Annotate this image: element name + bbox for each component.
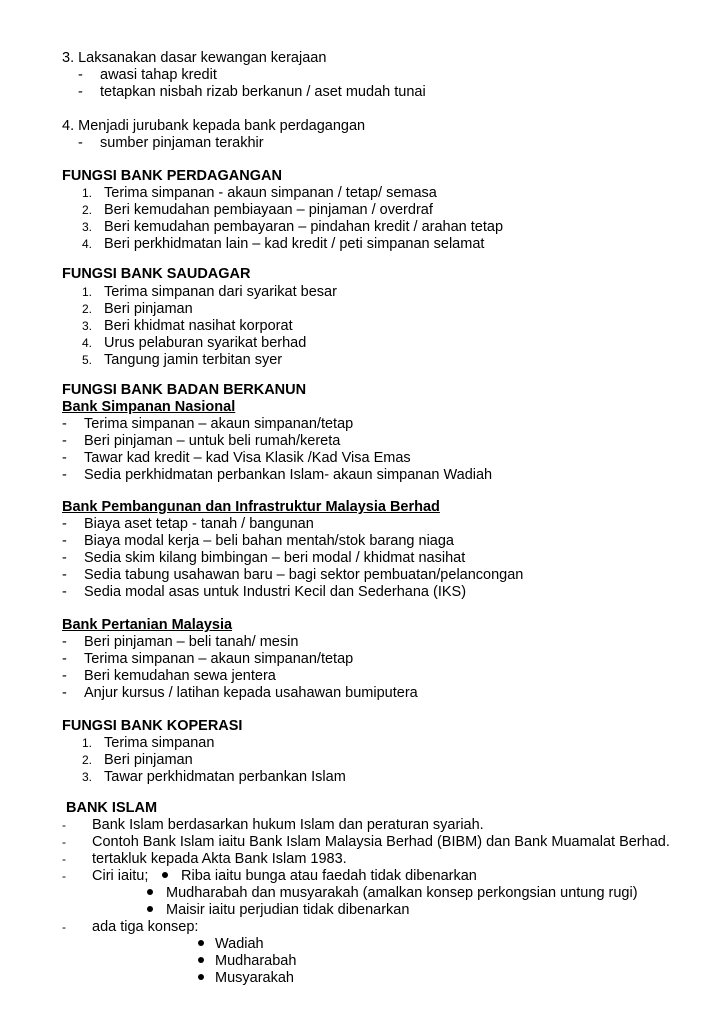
dash-marker: - bbox=[62, 533, 67, 549]
list-item: Biaya modal kerja – beli bahan mentah/stok barang niaga bbox=[84, 533, 454, 549]
list-item: Sedia modal asas untuk Industri Kecil dan Sederhana (IKS) bbox=[84, 584, 467, 600]
list-number: 1. bbox=[82, 285, 93, 299]
list-item: Terima simpanan bbox=[104, 735, 215, 751]
list-number: 1. bbox=[82, 736, 93, 750]
bullet-icon bbox=[198, 953, 204, 970]
subheading-bpm: Bank Pertanian Malaysia bbox=[62, 617, 233, 633]
list-item: Sedia tabung usahawan baru – bagi sektor pembuatan/pelancongan bbox=[84, 567, 524, 583]
heading-bank-saudagar: FUNGSI BANK SAUDAGAR bbox=[62, 266, 251, 282]
dash-marker: - bbox=[62, 550, 67, 566]
dash-marker: - bbox=[62, 835, 66, 849]
list-item: Anjur kursus / latihan kepada usahawan bumiputera bbox=[84, 685, 418, 701]
konsep-label: ada tiga konsep: bbox=[92, 919, 199, 935]
bullet-icon bbox=[198, 936, 204, 953]
subheading-bpi: Bank Pembangunan dan Infrastruktur Malaysia Berhad bbox=[62, 499, 440, 515]
list-item: Contoh Bank Islam iaitu Bank Islam Malaysia Berhad (BIBM) dan Bank Muamalat Berhad. bbox=[92, 834, 670, 850]
list-item: Musyarakah bbox=[215, 970, 294, 986]
dash-marker: - bbox=[78, 135, 83, 151]
bullet-icon bbox=[198, 970, 204, 987]
list-number: 2. bbox=[82, 203, 93, 217]
dash-marker: - bbox=[62, 416, 67, 432]
list-item: Wadiah bbox=[215, 936, 264, 952]
list-number: 4. bbox=[82, 336, 93, 350]
list-number: 5. bbox=[82, 353, 93, 367]
list-number: 3. bbox=[82, 770, 93, 784]
list-item: Terima simpanan – akaun simpanan/tetap bbox=[84, 651, 354, 667]
list-item: Riba iaitu bunga atau faedah tidak dibenarkan bbox=[181, 868, 477, 884]
bullet-icon bbox=[162, 868, 168, 885]
dash-marker: - bbox=[62, 584, 67, 600]
list-item: Sedia skim kilang bimbingan – beri modal / khidmat nasihat bbox=[84, 550, 466, 566]
dash-marker: - bbox=[62, 450, 67, 466]
list-item: Beri perkhidmatan lain – kad kredit / peti simpanan selamat bbox=[104, 236, 485, 252]
dash-marker: - bbox=[62, 634, 67, 650]
list-item: tetapkan nisbah rizab berkanun / aset mudah tunai bbox=[100, 84, 426, 100]
list-item: Terima simpanan dari syarikat besar bbox=[104, 284, 337, 300]
list-item: Beri pinjaman – beli tanah/ mesin bbox=[84, 634, 299, 650]
list-item: sumber pinjaman terakhir bbox=[100, 135, 264, 151]
heading-bank-perdagangan: FUNGSI BANK PERDAGANGAN bbox=[62, 168, 282, 184]
list-item: awasi tahap kredit bbox=[100, 67, 217, 83]
heading-bank-islam: BANK ISLAM bbox=[66, 800, 158, 816]
dash-marker: - bbox=[62, 433, 67, 449]
bullet-icon bbox=[147, 902, 153, 919]
dash-marker: - bbox=[62, 920, 66, 934]
list-number: 2. bbox=[82, 302, 93, 316]
dash-marker: - bbox=[62, 818, 66, 832]
ciri-label: Ciri iaitu; bbox=[92, 868, 149, 884]
heading-bank-badan-berkanun: FUNGSI BANK BADAN BERKANUN bbox=[62, 382, 307, 398]
list-number: 1. bbox=[82, 186, 93, 200]
list-number: 4. bbox=[82, 237, 93, 251]
dash-marker: - bbox=[62, 852, 66, 866]
dash-marker: - bbox=[62, 685, 67, 701]
dash-marker: - bbox=[62, 467, 67, 483]
list-number: 3. bbox=[82, 220, 93, 234]
list-item: Tawar kad kredit – kad Visa Klasik /Kad Visa Emas bbox=[84, 450, 411, 466]
dash-marker: - bbox=[62, 567, 67, 583]
dash-marker: - bbox=[62, 651, 67, 667]
list-item: Beri pinjaman bbox=[104, 752, 193, 768]
list-item: Biaya aset tetap - tanah / bangunan bbox=[84, 516, 314, 532]
list-item: Mudharabah bbox=[215, 953, 297, 969]
list-item: Beri pinjaman – untuk beli rumah/kereta bbox=[84, 433, 341, 449]
list-item: Tawar perkhidmatan perbankan Islam bbox=[104, 769, 346, 785]
list-item: Terima simpanan – akaun simpanan/tetap bbox=[84, 416, 354, 432]
list-item: Mudharabah dan musyarakah (amalkan konsep perkongsian untung rugi) bbox=[166, 885, 638, 901]
subheading-bsn: Bank Simpanan Nasional bbox=[62, 399, 236, 415]
section-3-title: 3. Laksanakan dasar kewangan kerajaan bbox=[62, 50, 327, 66]
list-item: Beri kemudahan pembiayaan – pinjaman / overdraf bbox=[104, 202, 433, 218]
dash-marker: - bbox=[78, 84, 83, 100]
dash-marker: - bbox=[62, 516, 67, 532]
list-item: Beri kemudahan sewa jentera bbox=[84, 668, 276, 684]
list-number: 2. bbox=[82, 753, 93, 767]
list-item: Sedia perkhidmatan perbankan Islam- akaun simpanan Wadiah bbox=[84, 467, 493, 483]
list-number: 3. bbox=[82, 319, 93, 333]
list-item: Bank Islam berdasarkan hukum Islam dan peraturan syariah. bbox=[92, 817, 484, 833]
list-item: Beri khidmat nasihat korporat bbox=[104, 318, 293, 334]
dash-marker: - bbox=[62, 869, 66, 883]
dash-marker: - bbox=[78, 67, 83, 83]
list-item: Maisir iaitu perjudian tidak dibenarkan bbox=[166, 902, 410, 918]
list-item: Beri pinjaman bbox=[104, 301, 193, 317]
list-item: Tangung jamin terbitan syer bbox=[104, 352, 283, 368]
bullet-icon bbox=[147, 885, 153, 902]
dash-marker: - bbox=[62, 668, 67, 684]
list-item: Beri kemudahan pembayaran – pindahan kredit / arahan tetap bbox=[104, 219, 504, 235]
heading-bank-koperasi: FUNGSI BANK KOPERASI bbox=[62, 718, 243, 734]
section-4-title: 4. Menjadi jurubank kepada bank perdagangan bbox=[62, 118, 366, 134]
list-item: Terima simpanan - akaun simpanan / tetap/ semasa bbox=[104, 185, 437, 201]
list-item: tertakluk kepada Akta Bank Islam 1983. bbox=[92, 851, 347, 867]
list-item: Urus pelaburan syarikat berhad bbox=[104, 335, 307, 351]
